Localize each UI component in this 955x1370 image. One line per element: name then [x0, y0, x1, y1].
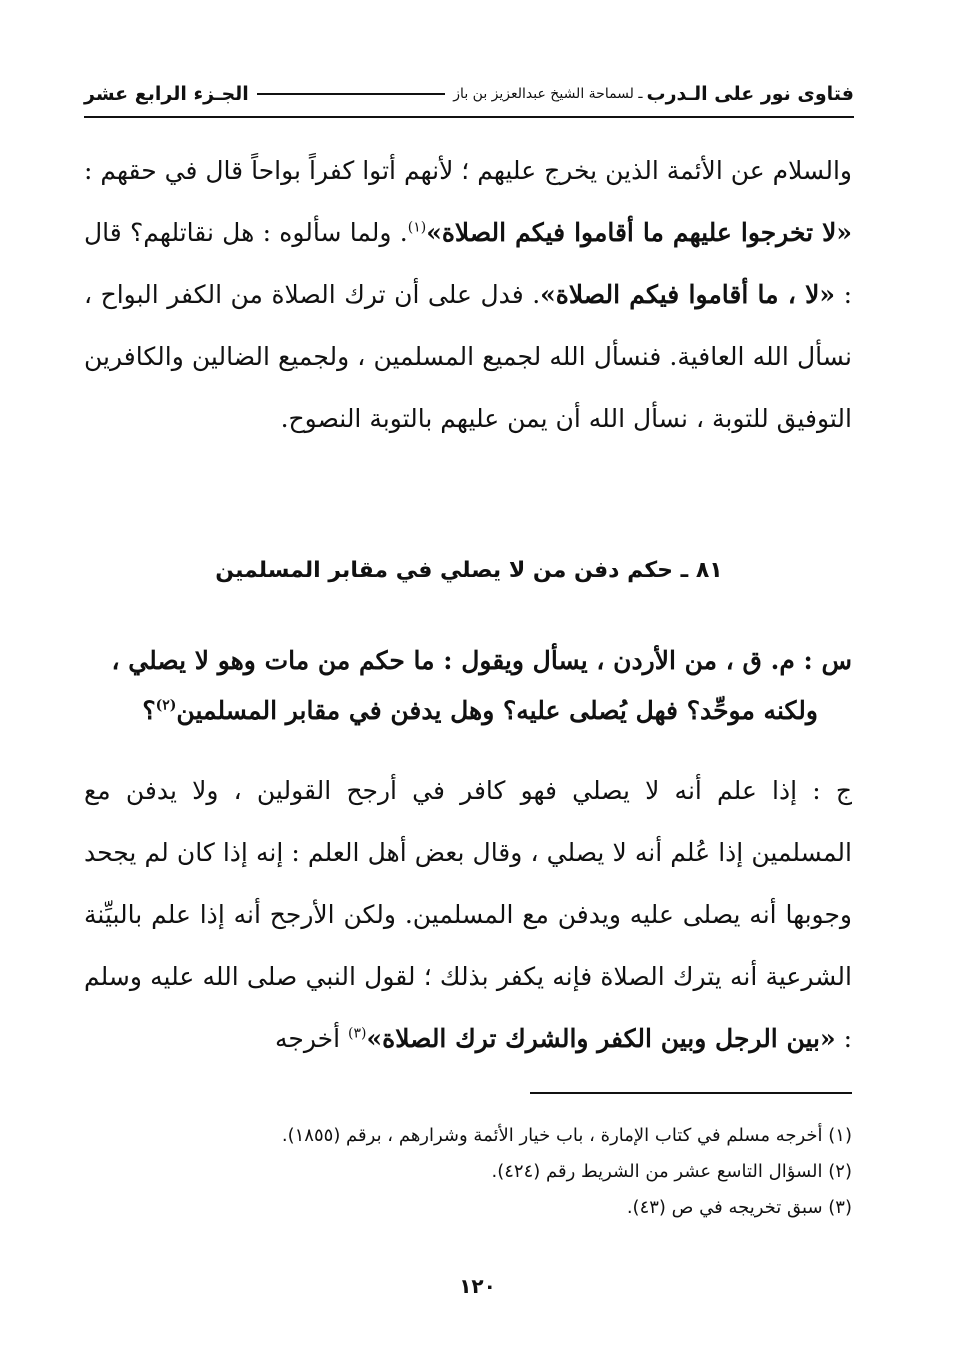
- answer-text-1: ج : إذا علم أنه لا يصلي فهو كافر في أرجح القولين ، ولا يدفن مع المسلمين إذا عُلم أنه لا يصلي ، وقال بعض أهل العلم : إنه إذا كان لم يجحد وجوبها أنه يصلى عليه ويدفن مع المسلمين. ولكن الأرجح أنه إذا علم بالبيِّنة الشرعية أنه يترك الصلاة فإنه يكفر بذلك ؛ لقول النبي صلى الله عليه وسلم :: [84, 776, 852, 1053]
- header-title-group: [453, 83, 854, 105]
- footnote-1: (١) أخرجه مسلم في كتاب الإمارة ، باب خيار الأئمة وشرارهم ، برقم (١٨٥٥).: [281, 1125, 852, 1146]
- question-line-2: ولكنه موحِّد؟ فهل يُصلى عليه؟ وهل يدفن في مقابر المسلمين: [176, 696, 818, 725]
- footnote-3: (٣) سبق تخريجه في ص (٤٣).: [626, 1197, 852, 1218]
- book-author: ـ لسماحة الشيخ عبدالعزيز بن باز: [453, 86, 643, 102]
- answer-paragraph: [84, 760, 852, 1070]
- volume-label: الجـزء الرابع عشر: [84, 83, 249, 105]
- book-title: فتاوى نور على الـدرب: [646, 83, 854, 105]
- hadith-quote-3: «بين الرجل وبين الكفر والشرك ترك الصلاة»: [366, 1024, 836, 1053]
- footnote-ref-2: (٢): [155, 697, 177, 714]
- hadith-quote-1: «لا تخرجوا عليهم ما أقاموا فيكم الصلاة»: [426, 218, 852, 247]
- header-rule: [84, 116, 854, 118]
- question-end: ؟: [142, 696, 156, 725]
- question-line-2-wrap: [84, 686, 852, 736]
- question-label: س :: [794, 646, 852, 675]
- footnote-ref-3: (٣): [348, 1025, 367, 1042]
- running-header: [84, 78, 854, 110]
- header-line: [257, 93, 445, 95]
- intro-text-2: . ولما سألوه : هل نقاتلهم؟ قال :: [84, 218, 852, 309]
- page-number: ١٢٠: [459, 1274, 496, 1298]
- answer-text-2: أخرجه: [275, 1024, 349, 1053]
- footnote-ref-1: (١): [407, 219, 427, 236]
- footnote-separator: [530, 1092, 852, 1094]
- footnote-2: (٢) السؤال التاسع عشر من الشريط رقم (٤٢٤).: [491, 1161, 852, 1182]
- hadith-quote-2: «لا ، ما أقاموا فيكم الصلاة»: [540, 280, 836, 309]
- question-line-1: م. ق ، من الأردن ، يسأل ويقول : ما حكم من مات وهو لا يصلي ،: [111, 646, 795, 675]
- footnotes: [84, 1118, 852, 1226]
- intro-text-1: والسلام عن الأئمة الذين يخرج عليهم ؛ لأنهم أتوا كفراً بواحاً قال في حقهم :: [84, 156, 852, 185]
- intro-text-3: . فدل على أن ترك الصلاة من الكفر البواح ، نسأل الله العافية. فنسأل الله لجميع المسلمين ، ولجميع الضالين والكافرين التوفيق للتوبة ، نسأل الله أن يمن عليهم بالتوبة النصوح.: [84, 280, 852, 433]
- intro-paragraph: [84, 140, 852, 450]
- section-heading: ٨١ ـ حكم دفن من لا يصلي في مقابر المسلمين: [215, 558, 723, 583]
- question-paragraph: [84, 636, 852, 736]
